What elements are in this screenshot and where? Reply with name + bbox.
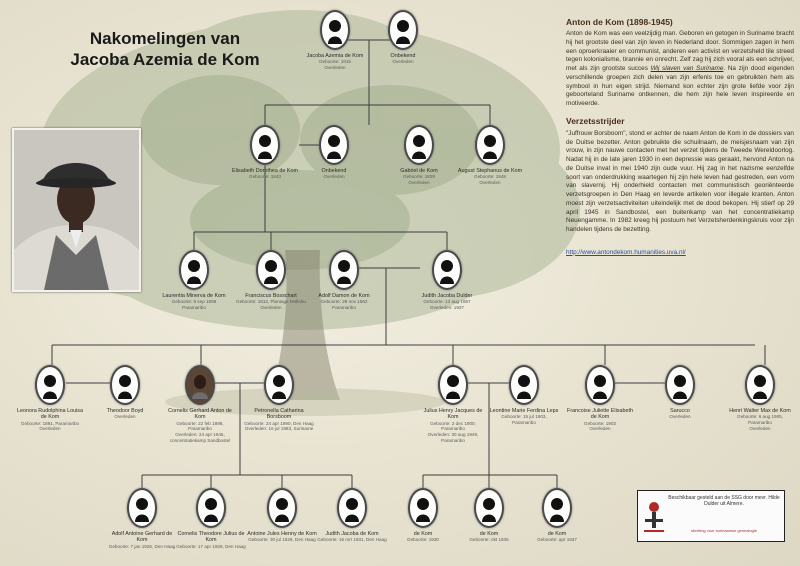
person-card[interactable] [244,365,314,432]
person-birth: Geboorte: 22 feb 1898, Paramaribo [176,420,224,432]
person-birth: Geboorte: apr 1937 [537,537,577,543]
person-birth: Geboorte: 7 jan 1926, Den Haag [108,543,176,549]
head-silhouette-icon [329,250,359,290]
person-card[interactable] [159,250,229,311]
bio-text-1: Anton de Kom was een veelzijdig man. Geboren en getogen in Suriname bracht hij het grootste deel van zijn leven in Nederland door. Sommigen zagen in hem een oproerkraaier en communist, anderen een activist en verzetsheld tile streed tegen kolonialisme, tirannie en onrecht. Zelf zag hij zich vooral als een schrijver, met als zijn grootste succes [566,30,794,72]
person-card[interactable] [300,10,370,71]
person-birth: Geboorte: 1812, Plantage Mollebu [236,299,306,305]
person-death: Overleden [589,426,611,432]
person-name: de Kom [479,531,499,537]
person-place: Paramaribo [182,305,206,310]
bio-text-1b: . Na zijn dood eigenden verschillende groepen zich delen van zijn erfenis toe en gebruikten hem als symbool in hun eigen strijd. Niemand kon echter zijn grote liefde voor zijn geboorteland Suriname ontkennen, die hem zijn hele leven inspireerde en motiveerde. [566,65,794,107]
person-name: Gabriel de Kom [400,168,438,174]
head-silhouette-icon [35,365,65,405]
person-death: Overleden [39,426,61,432]
person-card[interactable] [299,125,369,180]
person-name: Jacoba Azemia de Kom [306,53,364,59]
person-birth: Geboorte: 24 apr 1890, Den Haag [244,420,314,426]
person-name: Adolf Damon de Kom [318,293,370,299]
person-card[interactable] [247,488,317,543]
person-name: Antoine Jules Henny de Kom [247,531,317,537]
portrait-photo-icon [14,130,139,290]
person-birth: Geboorte: 1839 [403,174,435,180]
person-name: Henri Walter Max de Kom [729,408,791,414]
person-name: August Stephanus de Kom [457,168,523,174]
person-name: Cornelis Theodore Julius de Kom [177,531,245,544]
bio-link[interactable]: http://www.antondekom.humanities.uva.nl/ [566,248,686,256]
person-birth: Geboorte: 6 aug 1905, Paramaribo [737,414,783,425]
credits-badge [637,490,785,542]
person-birth: Overleden [323,174,345,180]
person-birth: Geboorte: 1848 [474,174,506,180]
person-card[interactable] [565,365,635,432]
person-card[interactable] [90,365,160,420]
person-card[interactable] [388,488,458,543]
person-death: Overleden: 1937 [430,305,464,310]
person-birth: Geboorte: 1930 [407,537,439,543]
book-title: Wij slaven van Suriname [650,65,724,72]
person-birth: Geboorte: 2 dec 1900, Paramaribo [430,420,476,432]
person-birth: Geboorte: 1891, Paramaribo [20,420,80,426]
head-silhouette-icon [509,365,539,405]
head-silhouette-icon [337,488,367,528]
head-silhouette-icon [438,365,468,405]
credits-text: Beschikbaar gesteld aan de SSG door mevr. Hilde Dulder uit Almere. [668,495,780,507]
person-name: Leontine Marie Ferdina Leps [489,408,559,414]
head-silhouette-icon [585,365,615,405]
resistance-heading: Verzetsstrijder [566,115,625,126]
person-name: Theodoor Boyd [106,408,144,414]
person-name: Onbekend [321,168,347,174]
person-card[interactable] [165,365,235,443]
person-place: Paramaribo [332,305,356,310]
person-death: Overleden [324,65,346,70]
person-death: Overleden: 16 jul 1983, Suriname [244,426,314,432]
person-birth: Geboorte: 1815 [319,59,351,65]
head-silhouette-icon [745,365,775,405]
person-card[interactable] [454,488,524,543]
person-card[interactable] [236,250,306,311]
person-name: Onbekend [390,53,416,59]
person-name: Leonora Rudolphina Louisa de Kom [17,408,83,421]
biography-panel [566,0,794,259]
bio-paragraph-2: "Juffrouw Borsboom", stond er achter de naam Anton de Kom in de dossiers van de Duitse bezetter. Anton gebruikte die schuilnaam, de meisjesnaam van zijn vrouw, in zijn nauwe contacten met het verzet tijdens de Tweede Wereldoorlog. Nadat hij in de late jaren 1930 in een depressie was geraakt, hervond Anton na de Duitse inval in mei 1940 zijn oude vuur. Hij zag in het nazisme eenzelfde soort van onderdrukking waartegen hij zijn hele leven had gestreden, een vorm van slavernij. Hij onderhield contacten met communistisch georiënteerde verzetsgroepen in Den Haag en leverde artikelen voor illegale kranten. Anton moest zijn verzetsactiviteiten uiteindelijk met de dood bekopen. Hij stierf op 29 april 1945 in Sandbostel, een buitenkamp van het concentratiekamp Neuengamme. In 1982 kreeg hij postuum het Verzetsherdenkingskruis voor zijn handelen tijdens de bezetting. [566,129,794,233]
head-silhouette-icon [475,125,505,165]
person-card[interactable] [384,125,454,186]
title-line-1: Nakomelingen van [89,29,241,48]
person-name: Franciscus Bosschart [245,293,297,299]
person-card[interactable] [418,365,488,443]
head-silhouette-icon [250,125,280,165]
person-card[interactable] [645,365,715,420]
person-name: Petronella Catharina Borsboom [254,408,304,421]
person-birth: Geboorte: 16 mrt 1931, Den Haag [317,537,387,543]
person-card[interactable] [412,250,482,311]
person-name: Sarucco [670,408,690,414]
person-death: Overleden [749,425,771,431]
person-name: Elisabeth Dorothea de Kom [232,168,298,174]
person-card[interactable] [489,365,559,426]
person-name: Judith Jacoba Dulder [421,293,473,299]
head-silhouette-icon [319,125,349,165]
person-death: Overleden: 30 aug 1949, Paramaribo [427,432,479,443]
head-silhouette-icon [388,10,418,50]
person-name: de Kom [413,531,433,537]
person-death: Overleden [114,414,136,420]
person-card[interactable] [176,488,246,549]
person-card[interactable] [725,365,795,431]
person-death: Overleden [408,180,430,185]
person-card[interactable] [107,488,177,549]
head-silhouette-icon [665,365,695,405]
head-silhouette-icon [267,488,297,528]
title-line-2: Jacoba Azemia de Kom [70,50,260,69]
head-silhouette-icon [320,10,350,50]
person-name: Cornelis Gerhard Anton de Kom [168,408,232,421]
portrait-photo-icon [185,365,215,405]
person-name: Adolf Antoine Gerhard de Kom [111,531,173,544]
head-silhouette-icon [474,488,504,528]
bio-heading: Anton de Kom (1898-1945) [566,17,673,27]
head-silhouette-icon [408,488,438,528]
person-name: Judith Jacoba de Kom [325,531,379,537]
person-card[interactable] [455,125,525,186]
head-silhouette-icon [264,365,294,405]
person-card[interactable] [15,365,85,432]
head-silhouette-icon [432,250,462,290]
person-birth: Geboorte: 13 aug 1867 [423,299,471,305]
person-birth: Geboorte: 8 sep 1898 [171,299,217,305]
person-birth: Geboorte: 1843 [249,174,281,180]
person-death: Overleden [669,414,691,420]
ssg-logo-icon [642,499,666,533]
person-card[interactable] [309,250,379,311]
person-death: Overleden [479,180,501,185]
person-name: Francoise Juliette Elisabeth de Kom [567,408,633,421]
person-card[interactable] [368,10,438,65]
person-name: de Kom [547,531,567,537]
person-birth: Geboorte: 1903 [584,420,616,426]
person-birth: Overleden [392,59,414,65]
person-death: Overleden: 24 apr 1945, concentratiekamp Sandbostel [169,432,231,443]
person-birth: Geboorte: 29 nov 1862 [320,299,368,305]
bio-paragraph-1 [566,30,794,109]
person-birth: Geboorte: 17 apr 1928, Den Haag [176,543,246,549]
head-silhouette-icon [196,488,226,528]
head-silhouette-icon [110,365,140,405]
person-name: Julius Henry Jacques de Kom [423,408,483,421]
head-silhouette-icon [542,488,572,528]
head-silhouette-icon [127,488,157,528]
anton-de-kom-portrait [12,128,141,292]
person-card[interactable] [317,488,387,543]
poster-title [40,28,290,70]
person-birth: Geboorte: 30 jul 1929, Den Haag [248,537,316,543]
head-silhouette-icon [256,250,286,290]
person-birth: Geboorte: okt 1935 [469,537,509,543]
person-death: Overleden [260,305,282,310]
person-birth: Geboorte: 15 jul 1903, Paramaribo [501,414,547,425]
head-silhouette-icon [404,125,434,165]
person-card[interactable] [230,125,300,180]
person-card[interactable] [522,488,592,543]
person-name: Laurentia Minerva de Kom [162,293,226,299]
credits-footer: stichting voor surinaamse genealogie [690,528,758,533]
head-silhouette-icon [179,250,209,290]
